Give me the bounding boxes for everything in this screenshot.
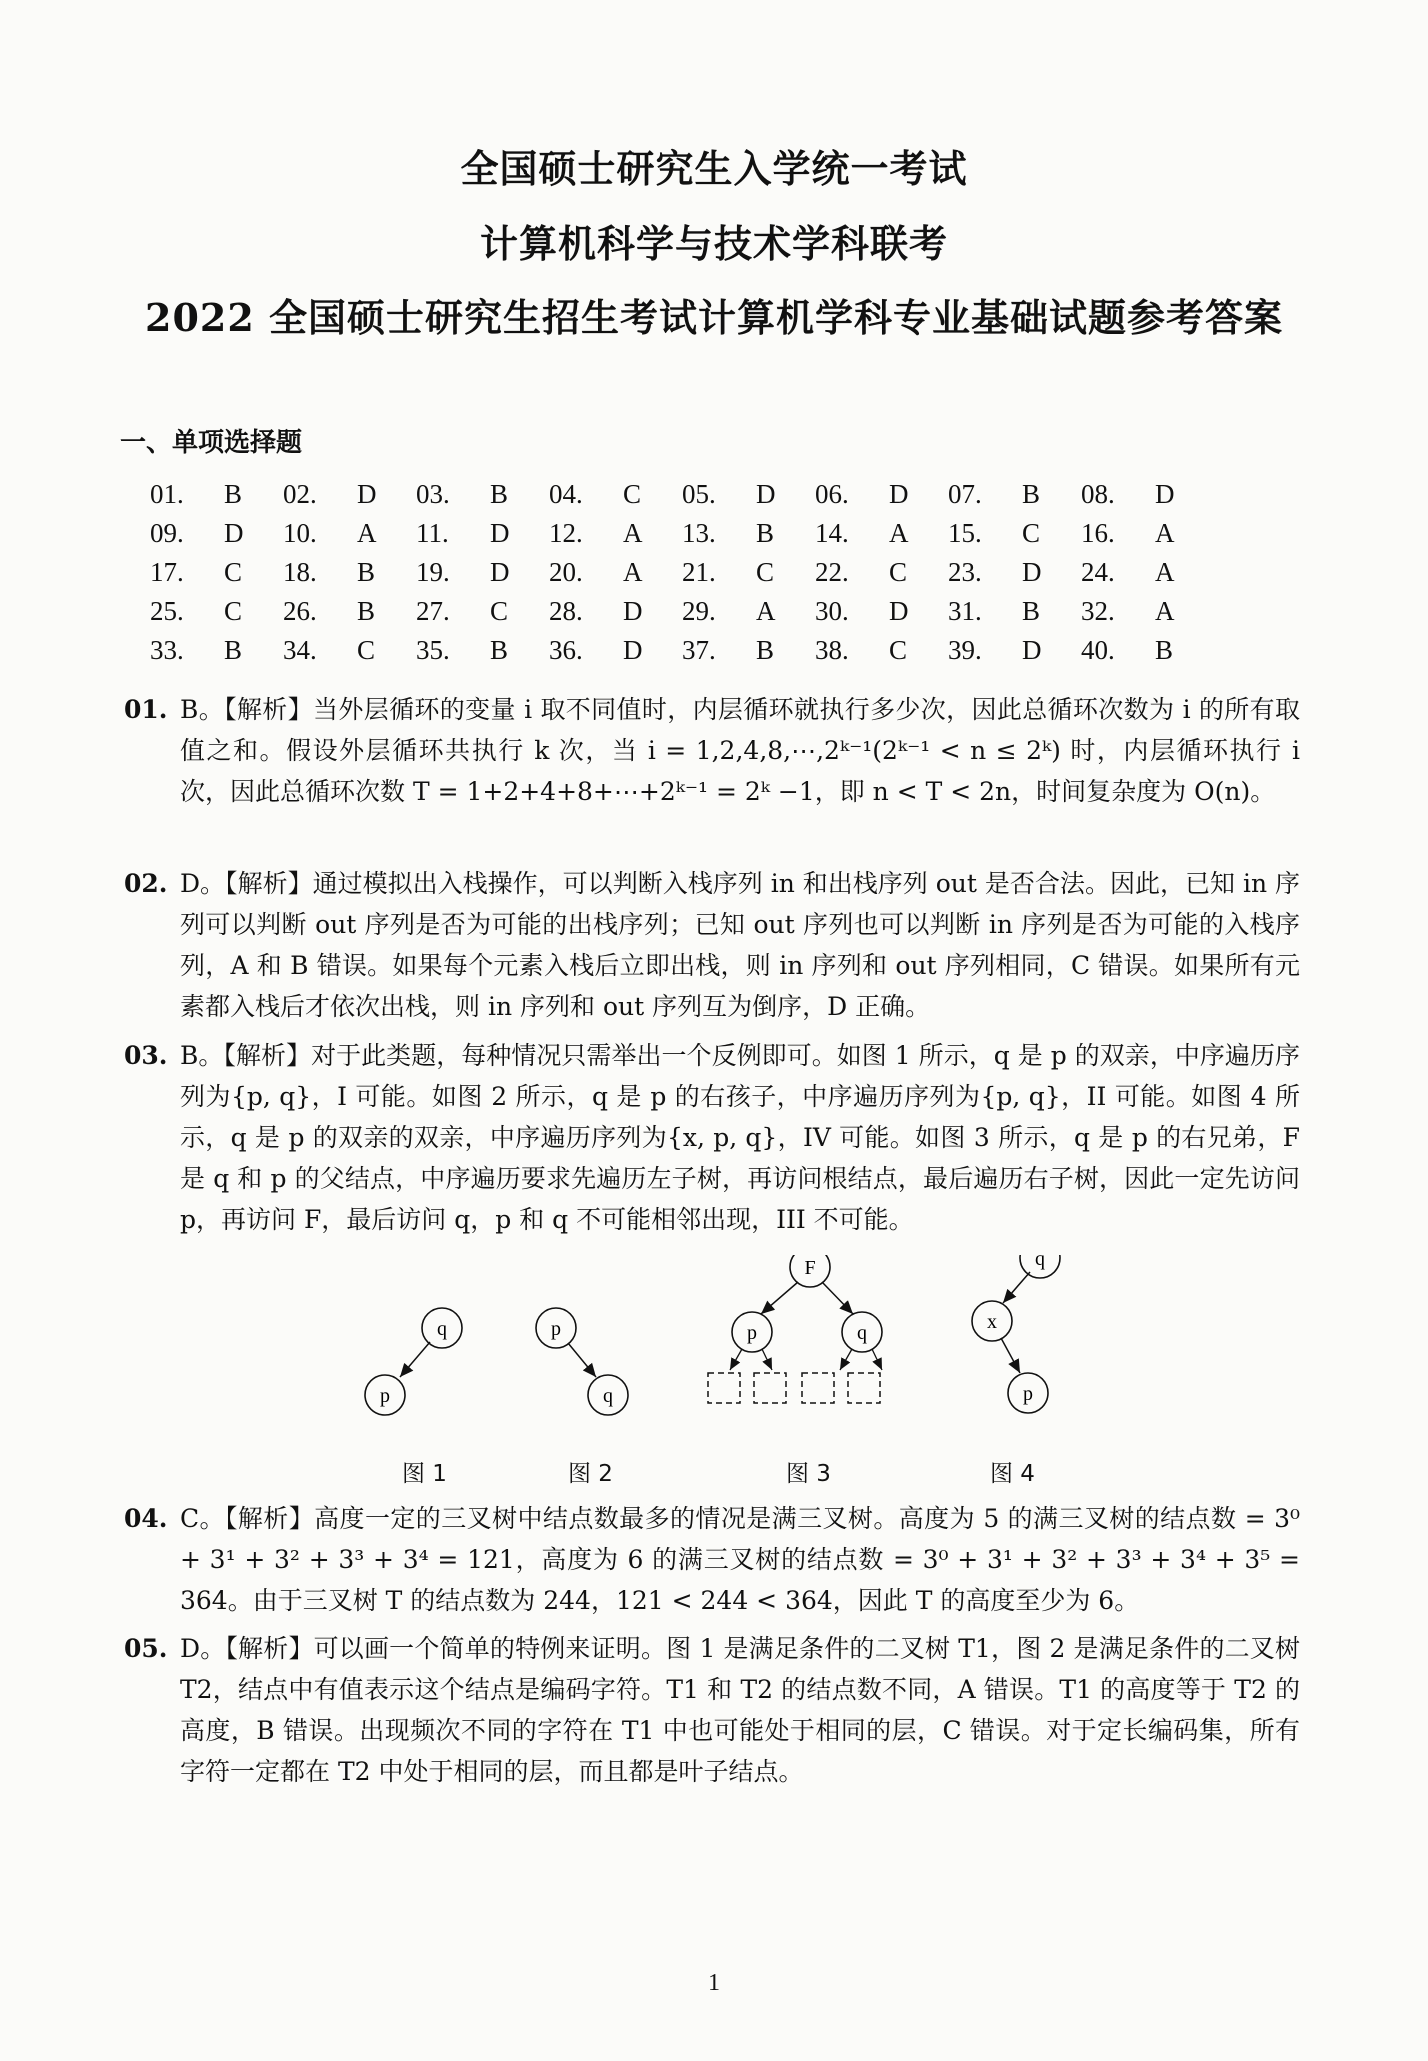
answer-letter: D [490, 518, 510, 548]
answer-cell [948, 635, 1081, 666]
answer-row [150, 592, 1300, 631]
answer-letter: B [357, 596, 376, 626]
answer-cell [815, 596, 948, 627]
answer-cell [416, 596, 549, 627]
question-number: 09. [150, 518, 184, 548]
explanation-number: 01. [124, 695, 168, 724]
answer-letter: C [623, 479, 642, 509]
answer-letter: C [889, 635, 908, 665]
answer-letter: B [756, 518, 775, 548]
question-number: 07. [948, 479, 982, 509]
question-number: 38. [815, 635, 849, 665]
empty-subtree [708, 1373, 740, 1403]
explanation-text: D。【解析】通过模拟出入栈操作，可以判断入栈序列 in 和出栈序列 out 是否合法。因此，已知 in 序列可以判断 out 序列是否为可能的出栈序列；已知 out 序列也可以判断 in 序列是否为可能的入栈序列，A 和 B 错误。如果每个元素入栈后立即出栈，则 in 序列和 out 序列相同，C 错误。如果所有元素都入栈后才依次出栈，则 in 序列和 out 序列互为倒序，D 正确。 [180, 869, 1300, 1021]
node-label: p [747, 1322, 757, 1344]
answer-cell [283, 596, 416, 627]
answer-cell [815, 518, 948, 549]
node-label: p [551, 1318, 561, 1340]
answer-letter: B [224, 635, 243, 665]
answer-letter: A [889, 518, 909, 548]
answer-letter: B [490, 479, 509, 509]
empty-subtree [802, 1373, 834, 1403]
answer-letter: C [490, 596, 509, 626]
answer-letter: B [1155, 635, 1174, 665]
answer-letter: A [1155, 518, 1175, 548]
answer-letter: A [623, 557, 643, 587]
answer-letter: D [889, 479, 909, 509]
explanation-text: B。【解析】当外层循环的变量 i 取不同值时，内层循环就执行多少次，因此总循环次数为 i 的所有取值之和。假设外层循环共执行 k 次，当 i = 1,2,4,8,⋯,2ᵏ⁻¹(2ᵏ⁻¹ < n ≤ 2ᵏ) 时，内层循环执行 i 次，因此总循环次数 T = 1+2+4+8+⋯+2ᵏ⁻¹ = 2ᵏ −1，即 n < T < 2n，时间复杂度为 O(n)。 [180, 695, 1300, 806]
question-number: 26. [283, 596, 317, 626]
header-line-2: 计算机科学与技术学科联考 [479, 221, 948, 266]
answer-cell [549, 479, 682, 510]
explanation-number: 05. [124, 1634, 168, 1663]
tree-figures [340, 1255, 1120, 1455]
question-number: 17. [150, 557, 184, 587]
question-number: 20. [549, 557, 583, 587]
answer-cell [549, 557, 682, 588]
question-number: 31. [948, 596, 982, 626]
question-number: 04. [549, 479, 583, 509]
answer-letter: C [224, 596, 243, 626]
answer-cell [283, 518, 416, 549]
answer-letter: B [224, 479, 243, 509]
answer-grid [150, 475, 1300, 670]
answer-cell [549, 518, 682, 549]
figure-4-tree [972, 1255, 1060, 1413]
question-number: 11. [416, 518, 449, 548]
answer-letter: D [623, 596, 643, 626]
question-number: 33. [150, 635, 184, 665]
question-number: 10. [283, 518, 317, 548]
answer-cell [815, 557, 948, 588]
answer-letter: A [623, 518, 643, 548]
node-label: q [437, 1318, 447, 1340]
answer-letter: D [357, 479, 377, 509]
answer-letter: C [756, 557, 775, 587]
empty-subtree [848, 1373, 880, 1403]
answer-cell [1081, 518, 1214, 549]
answer-cell [1081, 596, 1214, 627]
answer-letter: B [1022, 479, 1041, 509]
node-label: q [603, 1385, 613, 1407]
answer-cell [150, 479, 283, 510]
question-number: 18. [283, 557, 317, 587]
answer-cell [416, 635, 549, 666]
answer-cell [682, 518, 815, 549]
answer-letter: A [1155, 557, 1175, 587]
page-number: 1 [708, 1970, 720, 1996]
figure-2-tree [536, 1308, 628, 1415]
question-number: 40. [1081, 635, 1115, 665]
answer-cell [416, 557, 549, 588]
explanation-01 [124, 689, 1300, 812]
question-number: 36. [549, 635, 583, 665]
explanation-text: D。【解析】可以画一个简单的特例来证明。图 1 是满足条件的二叉树 T1，图 2 是满足条件的二叉树 T2，结点中有值表示这个结点是编码字符。T1 和 T2 的结点数不同，A 错误。T1 的高度等于 T2 的高度，B 错误。出现频次不同的字符在 T1 中也可能处于相同的层，C 错误。对于定长编码集，所有字符一定都在 T2 中处于相同的层，而且都是叶子结点。 [180, 1634, 1300, 1786]
question-number: 06. [815, 479, 849, 509]
answer-cell [150, 635, 283, 666]
answer-cell [948, 557, 1081, 588]
answer-cell [815, 635, 948, 666]
answer-letter: D [1155, 479, 1175, 509]
node-label: F [804, 1257, 816, 1279]
answer-letter: A [357, 518, 377, 548]
answer-row [150, 631, 1300, 670]
answer-letter: D [490, 557, 510, 587]
answer-cell [416, 479, 549, 510]
answer-letter: A [756, 596, 776, 626]
header-line-3: 2022 全国硕士研究生招生考试计算机学科专业基础试题参考答案 [145, 295, 1283, 340]
answer-cell [150, 518, 283, 549]
answer-letter: D [889, 596, 909, 626]
question-number: 13. [682, 518, 716, 548]
figure-1-tree [365, 1308, 462, 1415]
answer-letter: B [1022, 596, 1041, 626]
answer-letter: A [1155, 596, 1175, 626]
question-number: 39. [948, 635, 982, 665]
question-number: 35. [416, 635, 450, 665]
explanation-05 [124, 1628, 1300, 1792]
answer-row [150, 475, 1300, 514]
explanation-03 [124, 1035, 1300, 1240]
question-number: 34. [283, 635, 317, 665]
question-number: 01. [150, 479, 184, 509]
figure-3-caption: 图 3 [786, 1461, 831, 1487]
answer-cell [948, 596, 1081, 627]
answer-letter: B [490, 635, 509, 665]
answer-cell [682, 635, 815, 666]
question-number: 03. [416, 479, 450, 509]
question-number: 14. [815, 518, 849, 548]
figure-1-caption: 图 1 [402, 1461, 447, 1487]
empty-subtree [754, 1373, 786, 1403]
answer-cell [549, 635, 682, 666]
question-number: 19. [416, 557, 450, 587]
answer-letter: C [889, 557, 908, 587]
answer-letter: C [1022, 518, 1041, 548]
answer-cell [283, 479, 416, 510]
answer-cell [682, 596, 815, 627]
answer-cell [150, 557, 283, 588]
answer-cell [682, 557, 815, 588]
answer-cell [1081, 479, 1214, 510]
question-number: 29. [682, 596, 716, 626]
question-number: 30. [815, 596, 849, 626]
answer-letter: D [1022, 557, 1042, 587]
question-number: 15. [948, 518, 982, 548]
answer-row [150, 553, 1300, 592]
question-number: 08. [1081, 479, 1115, 509]
node-label: q [857, 1322, 867, 1344]
answer-letter: C [357, 635, 376, 665]
explanation-04 [124, 1498, 1300, 1621]
question-number: 24. [1081, 557, 1115, 587]
explanation-number: 04. [124, 1504, 168, 1533]
question-number: 02. [283, 479, 317, 509]
answer-cell [948, 479, 1081, 510]
question-number: 32. [1081, 596, 1115, 626]
header-line-1: 全国硕士研究生入学统一考试 [460, 146, 968, 191]
explanation-02 [124, 863, 1300, 1027]
figure-3-tree [708, 1255, 882, 1403]
answer-letter: C [224, 557, 243, 587]
question-number: 16. [1081, 518, 1115, 548]
answer-letter: B [357, 557, 376, 587]
figure-4-caption: 图 4 [990, 1461, 1035, 1487]
figure-2-caption: 图 2 [568, 1461, 613, 1487]
explanation-number: 02. [124, 869, 168, 898]
question-number: 22. [815, 557, 849, 587]
question-number: 28. [549, 596, 583, 626]
answer-cell [150, 596, 283, 627]
answer-cell [815, 479, 948, 510]
question-number: 27. [416, 596, 450, 626]
explanation-text: C。【解析】高度一定的三叉树中结点数最多的情况是满三叉树。高度为 5 的满三叉树的结点数 = 3⁰ + 3¹ + 3² + 3³ + 3⁴ = 121，高度为 6 的满三叉树的结点数 = 3⁰ + 3¹ + 3² + 3³ + 3⁴ + 3⁵ = 364。由于三叉树 T 的结点数为 244，121 < 244 < 364，因此 T 的高度至少为 6。 [180, 1504, 1300, 1615]
node-label: x [987, 1311, 997, 1333]
answer-cell [682, 479, 815, 510]
answer-row [150, 514, 1300, 553]
question-number: 23. [948, 557, 982, 587]
question-number: 21. [682, 557, 716, 587]
explanation-number: 03. [124, 1041, 168, 1070]
answer-cell [948, 518, 1081, 549]
answer-letter: D [623, 635, 643, 665]
answer-cell [1081, 557, 1214, 588]
answer-letter: B [756, 635, 775, 665]
question-number: 12. [549, 518, 583, 548]
answer-cell [283, 557, 416, 588]
section-title: 一、单项选择题 [120, 428, 303, 458]
node-label: q [1035, 1255, 1045, 1270]
answer-letter: D [224, 518, 244, 548]
question-number: 05. [682, 479, 716, 509]
answer-cell [549, 596, 682, 627]
answer-cell [283, 635, 416, 666]
explanation-text: B。【解析】对于此类题，每种情况只需举出一个反例即可。如图 1 所示，q 是 p 的双亲，中序遍历序列为{p, q}，I 可能。如图 2 所示，q 是 p 的右孩子，中序遍历序列为{p, q}，II 可能。如图 4 所示，q 是 p 的双亲的双亲，中序遍历序列为{x, p, q}，IV 可能。如图 3 所示，q 是 p 的右兄弟，F 是 q 和 p 的父结点，中序遍历要求先遍历左子树，再访问根结点，最后遍历右子树，因此一定先访问 p，再访问 F，最后访问 q，p 和 q 不可能相邻出现，III 不可能。 [180, 1041, 1300, 1234]
question-number: 37. [682, 635, 716, 665]
answer-cell [1081, 635, 1214, 666]
question-number: 25. [150, 596, 184, 626]
node-label: p [1023, 1383, 1033, 1405]
node-label: p [380, 1385, 390, 1407]
answer-letter: D [1022, 635, 1042, 665]
answer-cell [416, 518, 549, 549]
answer-letter: D [756, 479, 776, 509]
